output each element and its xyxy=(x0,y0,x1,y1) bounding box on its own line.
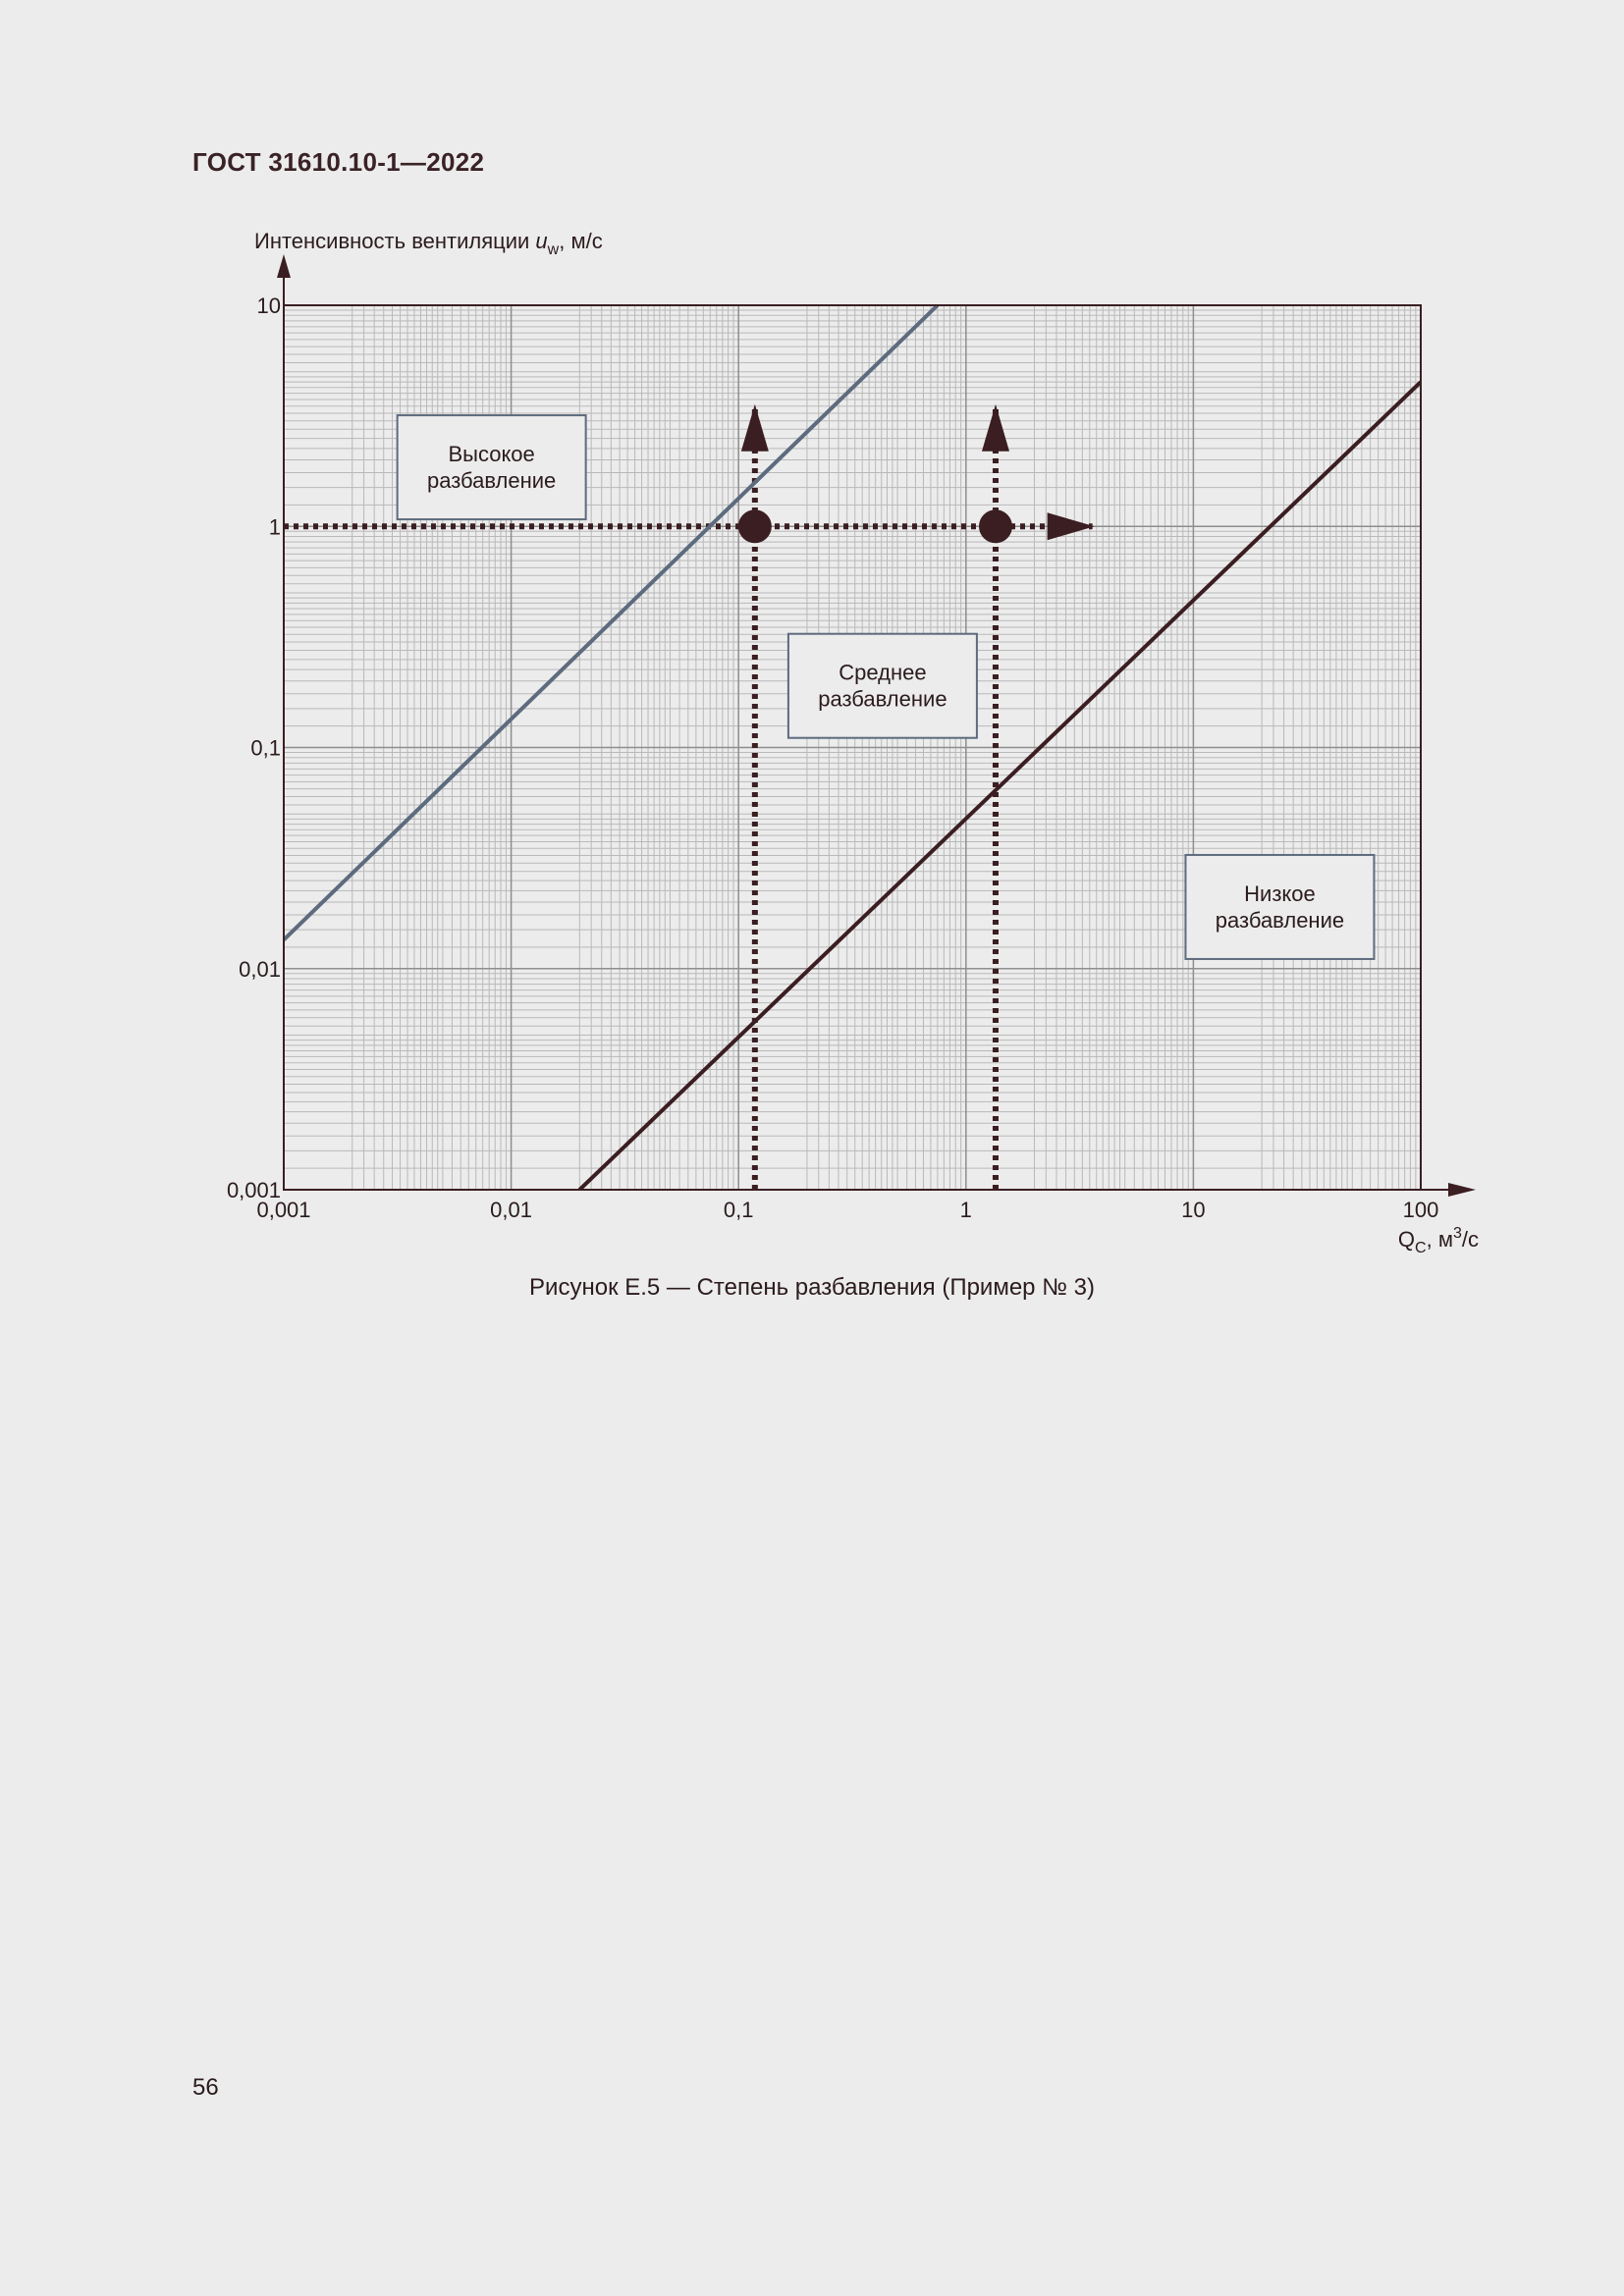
region-label-3-line-2: разбавление xyxy=(1215,907,1345,933)
region-label-1-line-2: разбавление xyxy=(426,468,557,494)
x-tick-label: 1 xyxy=(959,1198,972,1222)
x-axis-title-superscript: 3 xyxy=(1452,1225,1462,1242)
x-axis-title-subscript: C xyxy=(1415,1240,1427,1256)
region-label-1-line-1: Высокое xyxy=(448,442,535,467)
y-axis-title-subscript: w xyxy=(547,241,560,258)
x-tick-label: 0,01 xyxy=(490,1198,533,1222)
y-axis-title-symbol: u xyxy=(535,229,548,253)
data-point-2 xyxy=(979,509,1012,543)
x-tick-label: 100 xyxy=(1402,1198,1439,1222)
document-header: ГОСТ 31610.10-1—2022 xyxy=(192,147,485,177)
y-axis-arrow xyxy=(277,254,291,278)
x-axis-title xyxy=(1398,1225,1479,1256)
region-box-3 xyxy=(1185,855,1374,959)
region-label-3-line-1: Низкое xyxy=(1244,881,1316,906)
y-axis-title xyxy=(254,229,603,258)
region-box-1 xyxy=(398,415,586,519)
x-axis-title-symbol: Q xyxy=(1397,1227,1416,1252)
page-number: 56 xyxy=(192,2074,219,2101)
y-axis-title-prefix: Интенсивность вентиляции xyxy=(254,229,536,253)
x-axis-title-unit-suffix: /с xyxy=(1461,1227,1479,1252)
y-tick-label: 0,1 xyxy=(250,735,281,761)
figure-caption: Рисунок Е.5 — Степень разбавления (Пример № 3) xyxy=(529,1274,1095,1301)
y-tick-label: 10 xyxy=(256,294,281,318)
x-tick-label: 10 xyxy=(1181,1198,1206,1222)
y-tick-label: 0,001 xyxy=(226,1178,281,1202)
region-label-2-line-2: разбавление xyxy=(818,686,947,712)
data-point-1 xyxy=(738,509,772,543)
x-tick-label: 0,001 xyxy=(256,1198,311,1222)
region-label-2-line-1: Среднее xyxy=(839,660,927,685)
y-tick-label: 1 xyxy=(268,514,281,540)
x-tick-label: 0,1 xyxy=(723,1198,754,1222)
x-axis-title-unit-prefix: , м xyxy=(1426,1227,1453,1252)
region-box-2 xyxy=(788,634,977,738)
y-axis-title-suffix: , м/с xyxy=(559,229,603,253)
y-tick-label: 0,01 xyxy=(239,956,281,982)
x-axis-arrow xyxy=(1448,1183,1476,1197)
